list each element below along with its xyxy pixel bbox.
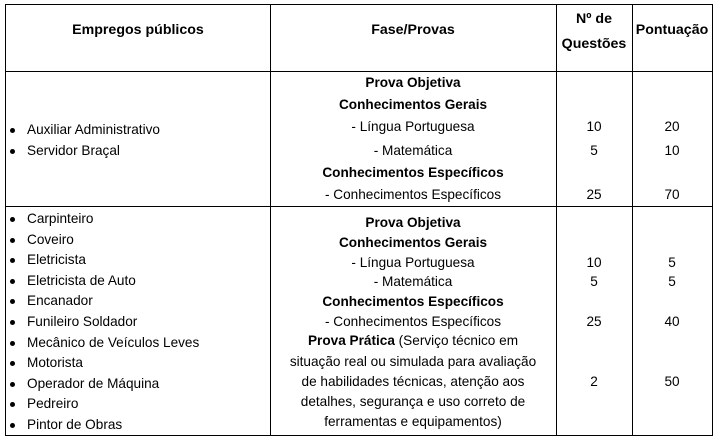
group-divider bbox=[5, 206, 713, 207]
group1-esp-questoes: 25 bbox=[586, 187, 602, 202]
group2-prova-pratica-desc: (Serviço técnico em bbox=[394, 333, 519, 348]
bullet bbox=[10, 320, 15, 325]
group2-mat-pontos: 5 bbox=[668, 274, 676, 289]
bullet bbox=[10, 238, 15, 243]
bullet bbox=[10, 341, 15, 346]
group2-mat-questoes: 5 bbox=[590, 274, 598, 289]
group2-lp-questoes: 10 bbox=[586, 255, 602, 270]
bullet bbox=[10, 382, 15, 387]
job-item: Pintor de Obras bbox=[27, 417, 123, 432]
job-item: Funileiro Soldador bbox=[27, 314, 138, 329]
bullet bbox=[10, 217, 15, 222]
group1-mat-pontos: 10 bbox=[664, 143, 680, 158]
header-empregos: Empregos públicos bbox=[72, 22, 204, 38]
group2-conhecimentos-especificos-title: Conhecimentos Específicos bbox=[322, 294, 504, 309]
bullet bbox=[10, 361, 15, 366]
column-divider-1 bbox=[270, 4, 271, 436]
group1-conhecimentos-especificos: - Conhecimentos Específicos bbox=[324, 187, 502, 202]
header-fase-provas: Fase/Provas bbox=[371, 22, 455, 38]
group1-mat-questoes: 5 bbox=[590, 143, 598, 158]
header-pontuacao: Pontuação bbox=[635, 22, 709, 38]
table-border-right bbox=[712, 4, 713, 436]
group2-pratica-pontos: 50 bbox=[664, 374, 680, 389]
header-divider bbox=[5, 71, 713, 72]
bullet bbox=[10, 402, 15, 407]
group1-lingua-portuguesa: - Língua Portuguesa bbox=[351, 119, 475, 134]
group2-lingua-portuguesa: - Língua Portuguesa bbox=[351, 255, 475, 270]
group2-esp-pontos: 40 bbox=[664, 314, 680, 329]
bullet bbox=[10, 299, 15, 304]
job-item: Mecânico de Veículos Leves bbox=[27, 335, 200, 350]
job-item: Coveiro bbox=[27, 232, 74, 247]
group1-lp-pontos: 20 bbox=[664, 119, 680, 134]
job-item: Pedreiro bbox=[27, 396, 79, 411]
bullet bbox=[10, 128, 15, 133]
bullet bbox=[10, 423, 15, 428]
group1-conhecimentos-gerais: Conhecimentos Gerais bbox=[338, 97, 488, 112]
job-item: Auxiliar Administrativo bbox=[27, 122, 160, 137]
group2-prova-pratica-desc-line: de habilidades técnicas, atenção aos bbox=[301, 374, 525, 389]
bullet bbox=[10, 149, 15, 154]
job-item: Motorista bbox=[27, 355, 83, 370]
group1-matematica: - Matemática bbox=[373, 143, 453, 158]
group2-conhecimentos-especificos: - Conhecimentos Específicos bbox=[324, 314, 502, 329]
job-item: Operador de Máquina bbox=[27, 376, 160, 391]
job-item: Encanador bbox=[27, 293, 93, 308]
header-questoes-line2: Questões bbox=[561, 36, 627, 52]
group2-prova-pratica-title: Prova Prática bbox=[307, 333, 395, 348]
job-item: Servidor Braçal bbox=[27, 143, 120, 158]
group2-prova-pratica-desc-line: detalhes, segurança e uso correto de bbox=[300, 394, 526, 409]
group2-matematica: - Matemática bbox=[373, 274, 453, 289]
job-item: Eletricista bbox=[27, 252, 86, 267]
group1-prova-objetiva: Prova Objetiva bbox=[365, 75, 461, 90]
table-border-top bbox=[5, 4, 713, 5]
group1-esp-pontos: 70 bbox=[664, 187, 680, 202]
group1-conhecimentos-especificos-title: Conhecimentos Específicos bbox=[322, 165, 504, 180]
table-border-bottom bbox=[5, 435, 713, 436]
group2-pratica-questoes: 2 bbox=[590, 374, 598, 389]
group2-prova-pratica-desc-line: ferramentas e equipamentos) bbox=[324, 414, 502, 429]
group2-esp-questoes: 25 bbox=[586, 314, 602, 329]
group2-lp-pontos: 5 bbox=[668, 255, 676, 270]
table-border-left bbox=[5, 4, 6, 436]
column-divider-2 bbox=[556, 4, 557, 436]
group2-conhecimentos-gerais: Conhecimentos Gerais bbox=[338, 235, 488, 250]
bullet bbox=[10, 279, 15, 284]
job-item: Eletricista de Auto bbox=[27, 273, 136, 288]
group2-prova-pratica-line bbox=[308, 334, 518, 348]
group1-lp-questoes: 10 bbox=[586, 119, 602, 134]
job-item: Carpinteiro bbox=[27, 211, 94, 226]
bullet bbox=[10, 258, 15, 263]
header-questoes-line1: Nº de bbox=[576, 11, 612, 27]
group2-prova-pratica-desc-line: situação real ou simulada para avaliação bbox=[289, 354, 537, 369]
group2-prova-objetiva: Prova Objetiva bbox=[365, 215, 461, 230]
column-divider-3 bbox=[632, 4, 633, 436]
